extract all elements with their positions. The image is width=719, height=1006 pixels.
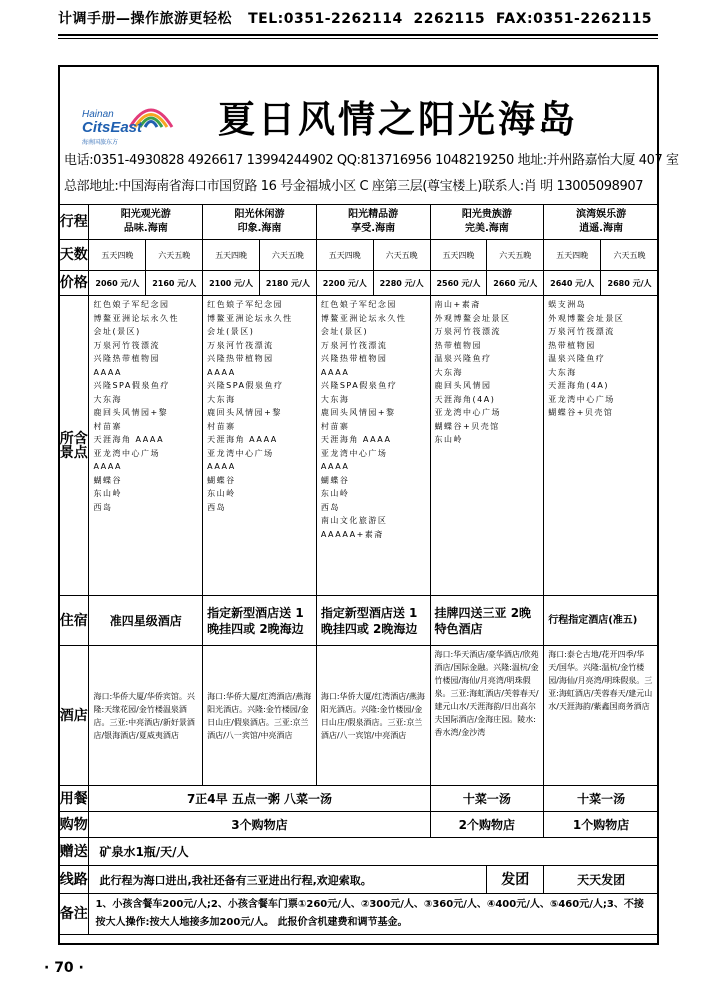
attraction-item: 蜈支洲岛 (548, 300, 587, 309)
page-number: · 70 · (44, 960, 84, 976)
header-rule (58, 34, 658, 36)
attraction-item: 东山岭 (320, 489, 350, 498)
contact-line2: 总部地址:中国海南省海口市国贸路 16 号金福城小区 C 座第三层(尊宝楼上)联系人:肖 明 13005098907 (64, 179, 644, 194)
attraction-item: 万泉河竹筏漂流 (93, 340, 160, 350)
tour-1-price-a: 2060 元/人 (89, 271, 146, 296)
attraction-item: 东山岭 (93, 489, 122, 498)
attraction-item: 东山岭 (434, 435, 464, 444)
attractions-list (544, 296, 659, 596)
tour-2-days-a: 五天四晚 (203, 240, 260, 271)
attraction-item: 红色娘子军纪念园 (93, 300, 170, 309)
attraction-item: 会址(景区) (207, 327, 255, 336)
label-shopping: 购物 (59, 812, 89, 838)
attraction-item: AAAA (93, 462, 123, 471)
tour-4-days-b: 六天五晚 (487, 240, 544, 271)
stay-tour-3: 指定新型酒店送 1晚挂四或 2晚海边 (316, 596, 430, 646)
attraction-item: 温泉兴隆鱼疗 (548, 354, 606, 363)
attraction-item: AAAAA+素斋 (320, 529, 384, 539)
tour-1-price-b: 2160 元/人 (146, 271, 203, 296)
attraction-item: 西岛 (207, 502, 227, 512)
attraction-item: 大东海 (93, 394, 122, 404)
tour-4-price-b: 2660 元/人 (487, 271, 544, 296)
attraction-item: AAAA (320, 462, 350, 471)
label-hotels: 酒店 (59, 646, 89, 786)
attraction-item: 蝴蝶谷+贝壳馆 (548, 408, 614, 417)
page-header (58, 8, 658, 38)
attraction-item: AAAA (207, 462, 236, 471)
trip-text: 此行程为海口进出,我社还备有三亚进出行程,欢迎索取。 (89, 866, 487, 894)
attraction-item: 兴隆热带植物园 (93, 354, 160, 363)
label-days: 天数 (59, 240, 89, 271)
attraction-item: 博鳌亚洲论坛永久性 (320, 313, 407, 323)
hotels-tour-4: 海口:华天酒店/豪华酒店/欣苑酒店/国际金融。兴隆:温杭/金竹楼园/海仙/月亮湾/明珠假泉。三亚:海虹酒店/芙蓉春天/建元山水/天涯海韵/日出高尔夫国际酒店/金海庄园。陵水:香水湾/金沙湾 (430, 646, 544, 786)
attraction-item: 天涯海角(4A) (434, 394, 496, 404)
attraction-item: 天涯海角 AAAA (93, 435, 165, 444)
ad-frame (58, 65, 679, 945)
tour-5-name: 滨湾娱乐游 逍遥.海南 (544, 205, 659, 240)
attraction-item: 东山岭 (207, 489, 236, 498)
tour-2-name: 阳光休闲游 印象.海南 (203, 205, 317, 240)
stay-tour-4: 挂牌四送三亚 2晚特色酒店 (430, 596, 544, 646)
label-gift: 赠送 (59, 838, 89, 866)
attraction-item: 蝴蝶谷 (320, 475, 350, 485)
attraction-item: 热带植物园 (548, 340, 596, 350)
stay-tour-2: 指定新型酒店送 1晚挂四或 2晚海边 (203, 596, 317, 646)
remark-text: 1、小孩含餐车200元/人;2、小孩含餐车门票①260元/人、②300元/人、③360元/人、④400元/人、⑤460元/人;3、不接按大人操作:按大人地接多加200元/人。 此报价含机建费和调节基金。 (89, 894, 659, 935)
attraction-item: 鹿回头风情园+黎 (93, 408, 169, 417)
attraction-item: 博鳌亚洲论坛永久性 (93, 313, 179, 323)
contact-line1: 电话:0351-4930828 4926617 13994244902 QQ:813716956 1048219250 地址:并州路嘉怡大厦 407 室 (64, 153, 679, 168)
attraction-item: 亚龙湾中心广场 (207, 448, 274, 458)
gift-text: 矿泉水1瓶/天/人 (89, 838, 659, 866)
attractions-list (203, 296, 317, 596)
hotels-tour-2: 海口:华侨大厦/红湾酒店/燕海阳光酒店。兴隆:金竹楼园/金日山庄/假泉酒店。三亚:京兰酒店/八一宾馆/中亮酒店 (203, 646, 317, 786)
attraction-item: 兴隆SPA假泉鱼疗 (320, 381, 398, 390)
attraction-item: 兴隆SPA假泉鱼疗 (93, 381, 170, 390)
tour-2-days-b: 六天五晚 (259, 240, 316, 271)
brand-line2: CitsEast (82, 119, 143, 136)
attraction-item: 外观博鳌会址景区 (434, 313, 511, 323)
shopping-tour-5: 1个购物店 (544, 812, 659, 838)
attraction-item: 红色娘子军纪念园 (320, 300, 397, 309)
attraction-item: 兴隆SPA假泉鱼疗 (207, 381, 284, 390)
stay-tour-5: 行程指定酒店(准五) (544, 596, 659, 646)
attraction-item: 大东海 (320, 394, 350, 404)
attraction-item: 兴隆热带植物园 (320, 354, 388, 363)
tour-5-price-a: 2640 元/人 (544, 271, 601, 296)
hotels-tour-3: 海口:华侨大厦/红湾酒店/燕海阳光酒店。兴隆:金竹楼园/金日山庄/假泉酒店。三亚:京兰酒店/八一宾馆/中亮酒店 (316, 646, 430, 786)
attraction-item: 红色娘子军纪念园 (207, 300, 284, 309)
attraction-item: 亚龙湾中心广场 (434, 408, 502, 417)
label-price: 价格 (59, 271, 89, 296)
tour-3-days-a: 五天四晚 (316, 240, 373, 271)
attraction-item: 南山+素斋 (434, 300, 481, 309)
tour-1-days-b: 六天五晚 (146, 240, 203, 271)
attraction-item: 外观博鳌会址景区 (548, 313, 625, 323)
attraction-item: 村苗寨 (207, 421, 236, 431)
tour-4-price-a: 2560 元/人 (430, 271, 487, 296)
attraction-item: 蝴蝶谷 (93, 475, 122, 485)
attractions-list (89, 296, 203, 596)
attraction-item: 博鳌亚洲论坛永久性 (207, 313, 293, 323)
label-stay: 住宿 (59, 596, 89, 646)
attraction-item: 西岛 (320, 502, 340, 512)
attraction-item: 会址(景区) (320, 327, 369, 336)
attraction-item: 大东海 (434, 367, 464, 377)
attraction-item: 蝴蝶谷 (207, 475, 236, 485)
depart-value: 天天发团 (544, 866, 659, 894)
attraction-item: 鹿回头风情园 (434, 381, 492, 390)
attraction-item: 亚龙湾中心广场 (548, 394, 615, 404)
attraction-item: AAAA (93, 367, 123, 377)
label-route: 行程 (59, 205, 89, 240)
attraction-item: 热带植物园 (434, 340, 483, 350)
label-remark: 备注 (59, 894, 89, 935)
attractions-list (430, 296, 544, 596)
header-text: 计调手册—操作旅游更轻松 TEL:0351-2262114 2262115 FAX:0351-2262115 (58, 11, 653, 27)
tour-1-name: 阳光观光游 品味.海南 (89, 205, 203, 240)
tour-4-name: 阳光贵族游 完美.海南 (430, 205, 544, 240)
attraction-item: 大东海 (207, 394, 236, 404)
brand-logo (82, 99, 182, 149)
attraction-item: 蝴蝶谷+贝壳馆 (434, 421, 500, 431)
meals-tour-4: 十菜一汤 (430, 786, 544, 812)
brand-line3: 海南国旅东方 (82, 139, 119, 146)
attraction-item: 天涯海角(4A) (548, 381, 610, 390)
attraction-item: 万泉河竹筏漂流 (320, 340, 388, 350)
tour-4-days-a: 五天四晚 (430, 240, 487, 271)
attraction-item: 会址(景区) (93, 327, 141, 336)
meals-tour-5: 十菜一汤 (544, 786, 659, 812)
attraction-item: 鹿回头风情园+黎 (207, 408, 282, 417)
attraction-item: 鹿回头风情园+黎 (320, 408, 396, 417)
stay-tour-1: 准四星级酒店 (89, 596, 203, 646)
shopping-main: 3个购物店 (89, 812, 430, 838)
tour-2-price-a: 2100 元/人 (203, 271, 260, 296)
attraction-item: 天涯海角 AAAA (207, 435, 278, 444)
label-depart: 发团 (487, 866, 544, 894)
tour-2-price-b: 2180 元/人 (259, 271, 316, 296)
attraction-item: 天涯海角 AAAA (320, 435, 392, 444)
attraction-item: 兴隆热带植物园 (207, 354, 274, 363)
attraction-item: AAAA (320, 367, 350, 377)
tour-5-days-b: 六天五晚 (601, 240, 659, 271)
attraction-item: 南山文化旅游区 (320, 516, 388, 525)
tour-3-days-b: 六天五晚 (373, 240, 430, 271)
meals-main: 7正4早 五点一粥 八菜一汤 (89, 786, 430, 812)
label-meals: 用餐 (59, 786, 89, 812)
attraction-item: 万泉河竹筏漂流 (434, 327, 502, 336)
tour-1-days-a: 五天四晚 (89, 240, 146, 271)
brand-line1: Hainan (82, 109, 114, 120)
attractions-list (316, 296, 430, 596)
page-title: 夏日风情之阳光海岛 (218, 98, 578, 141)
attraction-item: 西岛 (93, 502, 113, 512)
label-attractions: 所含景点 (59, 296, 89, 596)
hotels-tour-5: 海口:泰仑古地/花开四季/华天/国华。兴隆:温杭/金竹楼园/海仙/月亮湾/明珠假泉。三亚:海虹酒店/芙蓉春天/建元山水/天涯海韵/紫鑫国商务酒店 (544, 646, 659, 786)
attraction-item: 村苗寨 (93, 421, 122, 431)
attraction-item: 亚龙湾中心广场 (93, 448, 160, 458)
attraction-item: 温泉兴隆鱼疗 (434, 354, 492, 363)
shopping-tour-4: 2个购物店 (430, 812, 544, 838)
tour-3-price-a: 2200 元/人 (316, 271, 373, 296)
attraction-item: 大东海 (548, 367, 577, 377)
attraction-item: 万泉河竹筏漂流 (207, 340, 274, 350)
tour-3-price-b: 2280 元/人 (373, 271, 430, 296)
header-rule-thin (58, 38, 658, 39)
tour-5-price-b: 2680 元/人 (601, 271, 659, 296)
tour-table (58, 204, 659, 935)
tour-3-name: 阳光精品游 享受.海南 (316, 205, 430, 240)
label-trip: 线路 (59, 866, 89, 894)
attraction-item: AAAA (207, 367, 236, 377)
attraction-item: 村苗寨 (320, 421, 350, 431)
hotels-tour-1: 海口:华侨大厦/华侨宾馆。兴隆:天缘花园/金竹楼温泉酒店。三亚:中亮酒店/新好景酒店/银海酒店/夏威夷酒店 (89, 646, 203, 786)
tour-5-days-a: 五天四晚 (544, 240, 601, 271)
attraction-item: 万泉河竹筏漂流 (548, 327, 615, 336)
attraction-item: 亚龙湾中心广场 (320, 448, 388, 458)
